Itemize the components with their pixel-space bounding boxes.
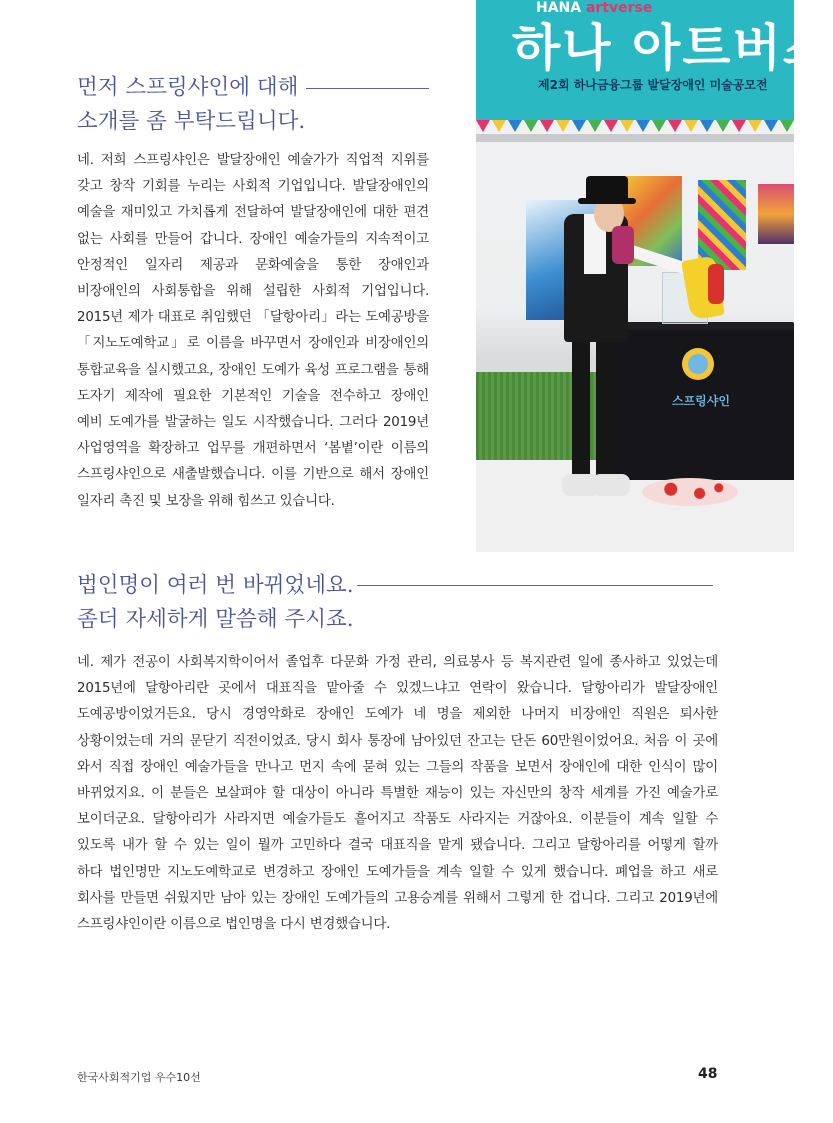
answer-line: 네. 제가 전공이 사회복지학이어서 졸업후 다문화 가정 관리, 의료봉사 등 복지관련 일에 종사하고 있었는데 [77, 655, 718, 670]
answer-line: 일자리 촉진 및 보장을 위해 힘쓰고 있습니다. [77, 493, 335, 509]
banner-brand: HANA artverse [536, 0, 653, 16]
answer-line: 보이더군요. 달항아리가 사라지면 예술가들도 흩어지고 작품도 사라지는 거잖아요. 이분들이 계속 일할 수 [77, 812, 718, 828]
top-hat-icon [586, 176, 628, 202]
performer-shoe [592, 474, 630, 496]
wall-trim [476, 134, 794, 142]
answer-line: 네. 저희 스프링샤인은 발달장애인 예술가가 직업적 지위를 [77, 153, 429, 168]
answer-line: 도예공방이었거든요. 당시 경영악화로 장애인 도예가 네 명을 제외한 나머지 비장애인 직원은 퇴사한 [77, 707, 718, 723]
performer-leg [596, 338, 614, 478]
publication-title: 한국사회적기업 우수10선 [77, 1071, 201, 1084]
answer-line: 도자기 제작에 필요한 기본적인 기술을 전수하고 장애인 [77, 388, 429, 404]
performer-leg [572, 338, 590, 478]
red-scarf [708, 264, 724, 304]
banner-subtitle: 제2회 하나금융그룹 발달장애인 미술공모전 [538, 78, 768, 92]
section2-title-rule [357, 585, 713, 586]
exhibition-banner [476, 0, 833, 120]
answer-line: 갖고 창작 기회를 누리는 사회적 기업입니다. 발달장애인의 [77, 179, 429, 195]
answer-line: 하다 법인명만 지노도예학교로 변경하고 장애인 도예가들을 계속 일할 수 있게 했습니다. 폐업을 하고 새로 [77, 864, 718, 880]
answer-line: 안정적인 일자리 제공과 문화예술을 통한 장애인과 [77, 257, 429, 273]
section2-answer [77, 650, 718, 938]
section1-question-line: 먼저 스프링샤인에 대해 [77, 75, 299, 100]
answer-line: 바뀌었지요. 이 분들은 보살펴야 할 대상이 아니라 특별한 재능이 있는 자신만의 창작 세계를 가진 예술가로 [77, 786, 718, 802]
answer-line: 스프링샤인으로 새출발했습니다. 이를 기반으로 해서 장애인 [77, 467, 429, 483]
answer-line: 상황이었는데 거의 문닫기 직전이었죠. 당시 회사 통장에 남아있던 잔고는 단돈 60만원이었어요. 처음 이 곳에 [77, 733, 718, 749]
section1-title-rule [306, 88, 429, 89]
answer-line: 2015년에 달항아리란 곳에서 대표직을 맡아줄 수 있겠느냐고 연락이 왔습니다. 달항아리가 발달장애인 [77, 681, 718, 697]
bunting-decoration [476, 120, 794, 134]
answer-line: 비장애인의 사회통합을 위해 설립한 사회적 기업입니다. [77, 284, 429, 300]
tablecloth-logo-text: 스프링샤인 [672, 394, 730, 408]
answer-line: 예비 도예가를 발굴하는 일도 시작했습니다. 그러다 2019년 [77, 415, 429, 431]
answer-line: 통합교육을 실시했고요, 장애인 도예가 육성 프로그램을 통해 [77, 362, 429, 378]
answer-line: 있도록 내가 할 수 있는 일이 뭘까 고민하다 결국 대표직을 맡게 됐습니다. 그리고 달항아리를 어떻게 할까 [77, 838, 718, 854]
section2-question-line: 법인명이 여러 번 바뀌었네요. [77, 573, 354, 598]
painting-city [758, 184, 794, 244]
event-photo [476, 0, 833, 512]
page-number: 48 [698, 1066, 718, 1082]
banner-title: 하나 아트버스 [512, 19, 833, 77]
answer-line: 2015년 제가 대표로 취임했던 「달항아리」라는 도예공방을 [77, 310, 429, 326]
section2-question [77, 569, 354, 637]
section1-question-line: 소개를 좀 부탁드립니다. [77, 109, 306, 134]
section2-question-line: 좀더 자세하게 말씀해 주시죠. [77, 607, 354, 632]
section1-question [77, 71, 305, 139]
scarves-on-floor [642, 478, 738, 506]
answer-line: 스프링샤인이란 이름으로 법인명을 다시 변경했습니다. [77, 917, 391, 933]
sun-logo-icon [682, 348, 714, 380]
section1-answer [77, 148, 429, 515]
answer-line: 예술을 재미있고 가치롭게 전달하여 발달장애인에 대한 편견 [77, 205, 429, 221]
answer-line: 회사를 만들면 쉬웠지만 남아 있는 장애인 도예가들의 고용승계를 위해서 그렇게 한 겁니다. 그리고 2019년에 [77, 890, 718, 906]
answer-line: 없는 사회를 만들어 갑니다. 장애인 예술가들의 지속적이고 [77, 231, 429, 247]
answer-line: 사업영역을 확장하고 업무를 개편하면서 ‘봄볕’이란 이름의 [77, 441, 429, 457]
answer-line: 「지노도예학교」로 이름을 바꾸면서 장애인과 비장애인의 [77, 336, 429, 352]
answer-line: 와서 직접 장애인 예술가들을 만나고 먼지 속에 묻혀 있는 그들의 작품을 보면서 장애인에 대한 인식이 많이 [77, 759, 718, 775]
purple-scarf [612, 226, 634, 264]
